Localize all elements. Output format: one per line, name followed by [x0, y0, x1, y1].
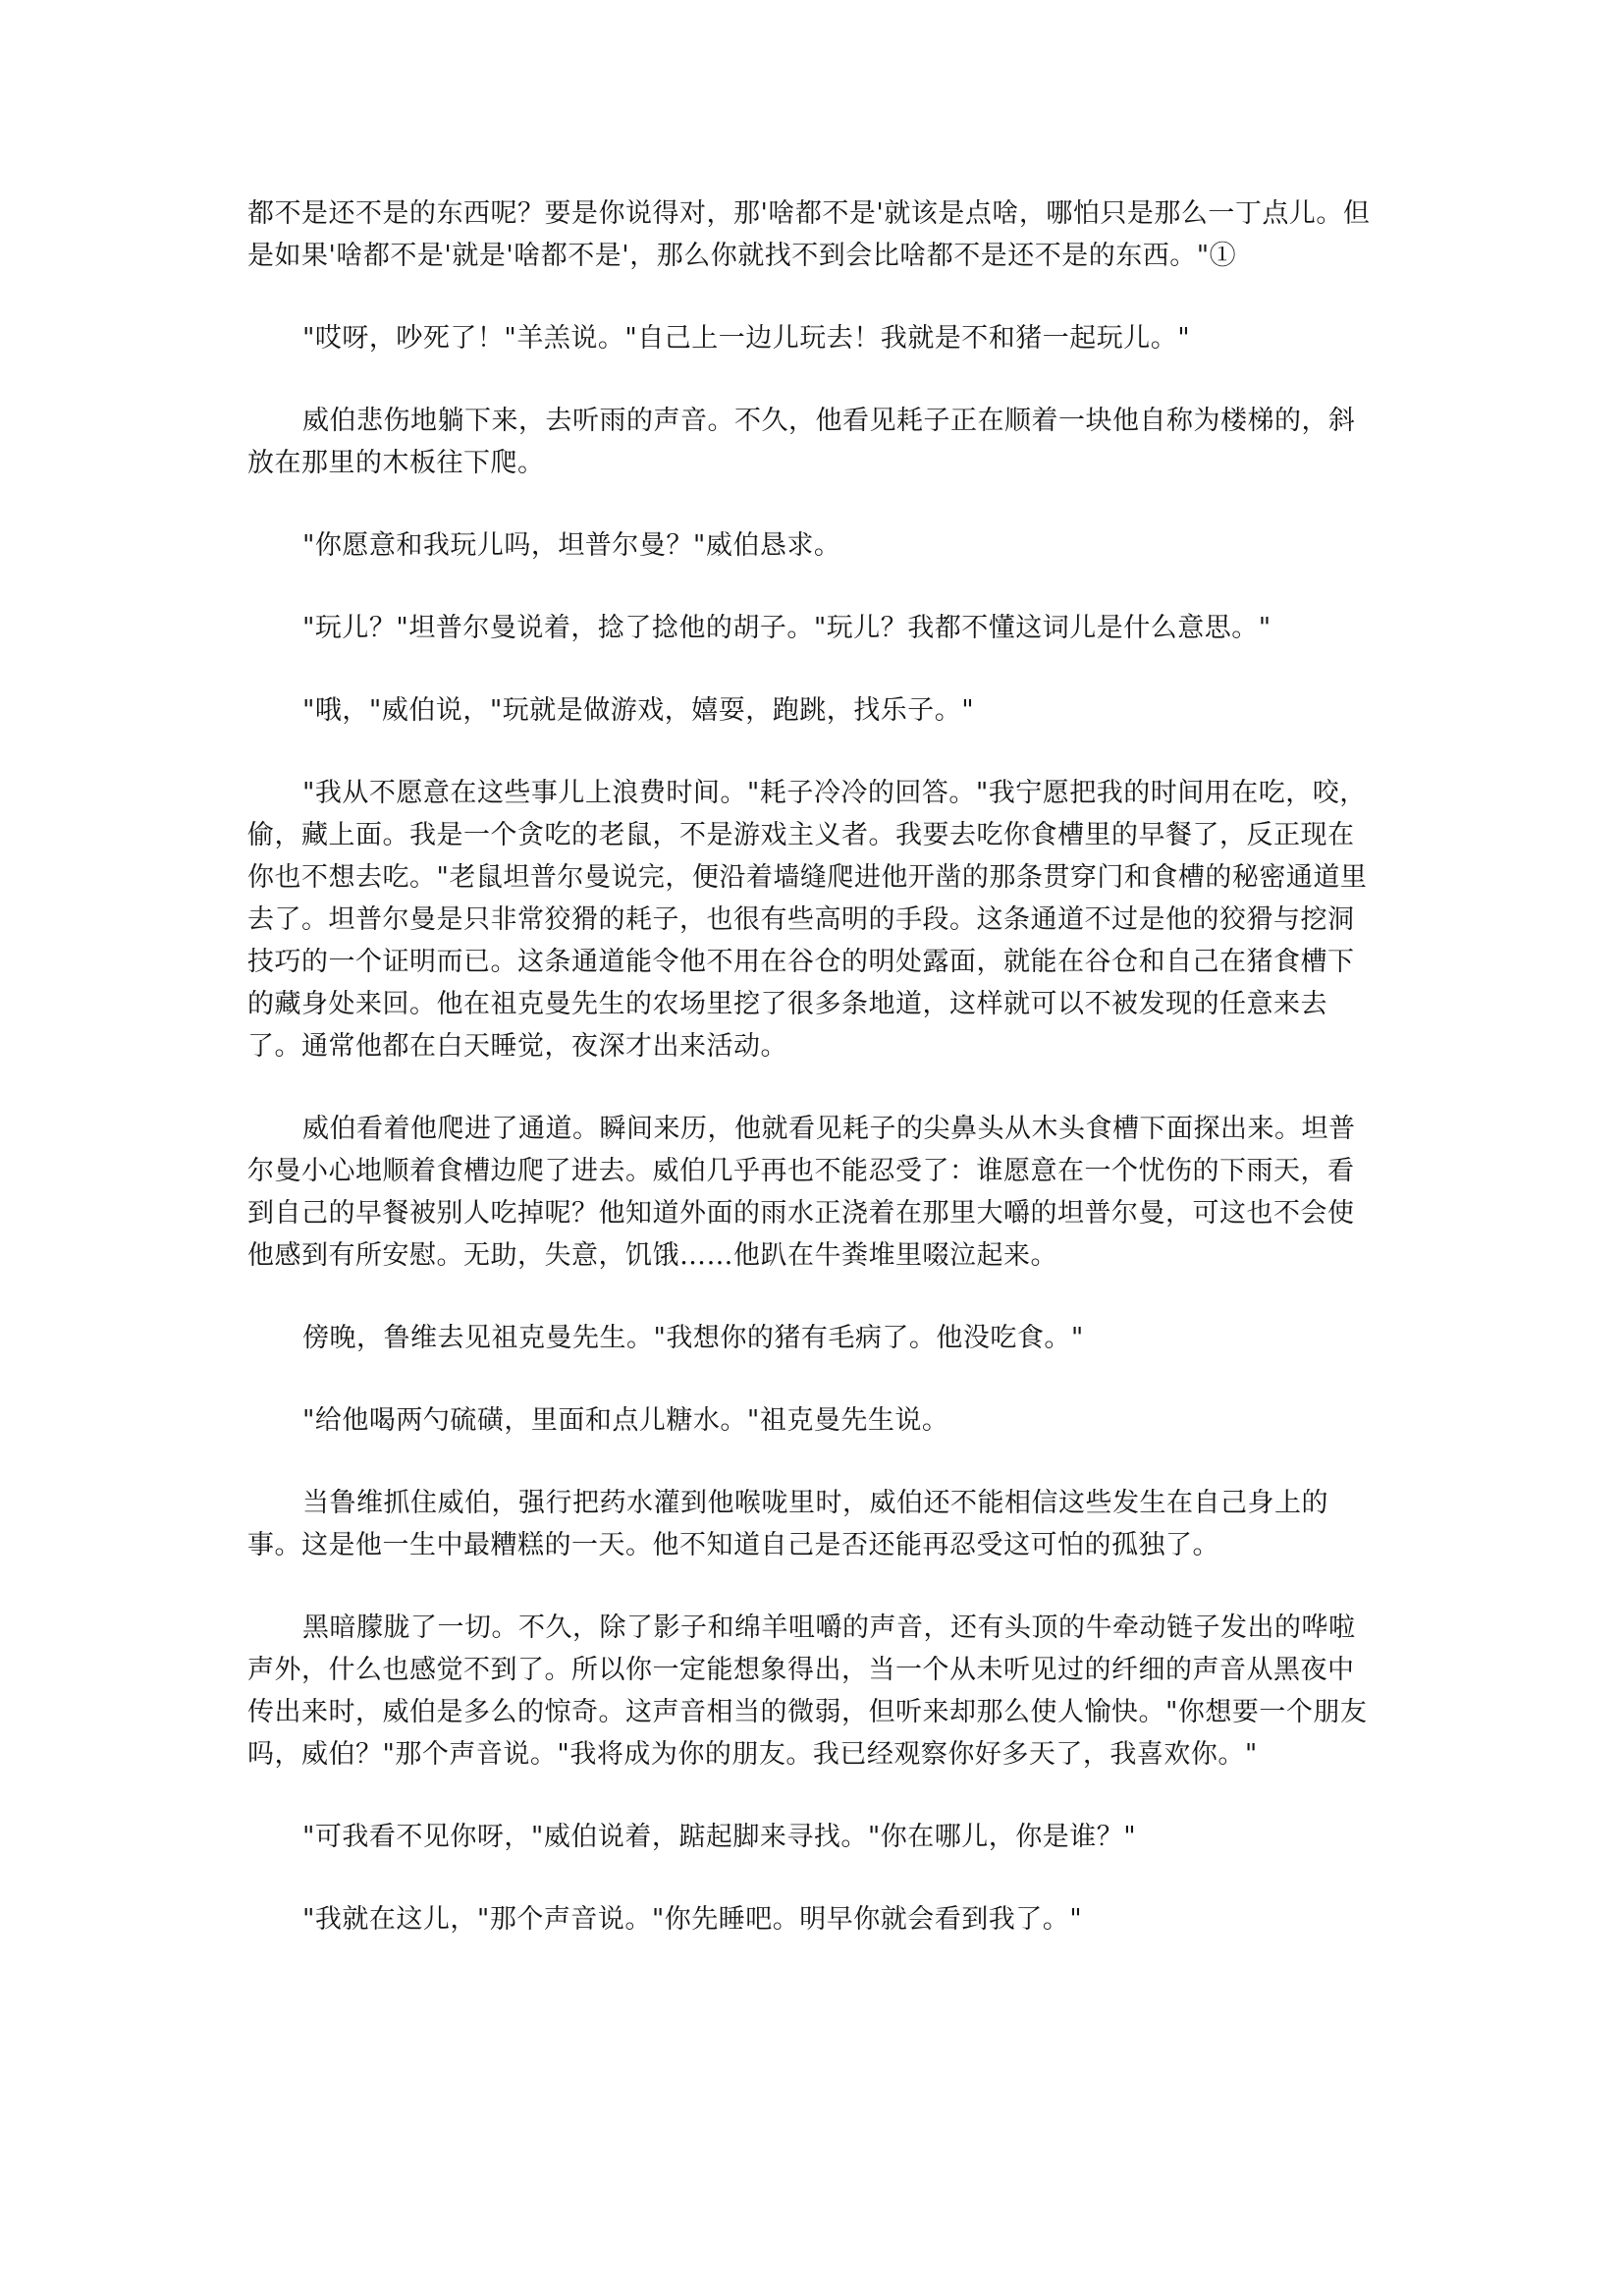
paragraph: 当鲁维抓住威伯，强行把药水灌到他喉咙里时，威伯还不能相信这些发生在自己身上的事。这是他一生中最糟糕的一天。他不知道自己是否还能再忍受这可怕的孤独了。 — [247, 1488, 1328, 1560]
paragraph: 傍晚，鲁维去见祖克曼先生。"我想你的猪有毛病了。他没吃食。" — [302, 1323, 1084, 1353]
paragraph: "我从不愿意在这些事儿上浪费时间。"耗子冷冷的回答。"我宁愿把我的时间用在吃，咬，偷，藏上面。我是一个贪吃的老鼠，不是游戏主义者。我要去吃你食槽里的早餐了，反正现在你也不想去吃。"老鼠坦普尔曼说完，便沿着墙缝爬进他开凿的那条贯穿门和食槽的秘密通道里去了。坦普尔曼是只非常狡猾的耗子，也很有些高明的手段。这条通道不过是他的狡猾与挖洞技巧的一个证明而已。这条通道能令他不用在谷仓的明处露面，就能在谷仓和自己在猪食槽下的藏身处来回。他在祖克曼先生的农场里挖了很多条地道，这样就可以不被发现的任意来去了。通常他都在白天睡觉，夜深才出来活动。 — [247, 778, 1368, 1062]
paragraph: "哎呀，吵死了！"羊羔说。"自己上一边儿玩去！我就是不和猪一起玩儿。" — [302, 323, 1191, 354]
document-body — [247, 192, 1377, 1981]
paragraph: "给他喝两勺硫磺，里面和点儿糖水。"祖克曼先生说。 — [302, 1405, 949, 1436]
paragraph: "玩儿？"坦普尔曼说着，捻了捻他的胡子。"玩儿？我都不懂这词儿是什么意思。" — [302, 613, 1271, 643]
paragraph: 都不是还不是的东西呢？要是你说得对，那'啥都不是'就该是点啥，哪怕只是那么一丁点儿。但是如果'啥都不是'就是'啥都不是'，那么你就找不到会比啥都不是还不是的东西。"① — [247, 198, 1371, 271]
paragraph: 黑暗朦胧了一切。不久，除了影子和绵羊咀嚼的声音，还有头顶的牛牵动链子发出的哗啦声外，什么也感觉不到了。所以你一定能想象得出，当一个从未听见过的纤细的声音从黑夜中传出来时，威伯是多么的惊奇。这声音相当的微弱，但听来却那么使人愉快。"你想要一个朋友吗，威伯？"那个声音说。"我将成为你的朋友。我已经观察你好多天了，我喜欢你。" — [247, 1613, 1368, 1770]
paragraph: "我就在这儿，"那个声音说。"你先睡吧。明早你就会看到我了。" — [302, 1904, 1083, 1935]
paragraph: 威伯看着他爬进了通道。瞬间来历，他就看见耗子的尖鼻头从木头食槽下面探出来。坦普尔曼小心地顺着食槽边爬了进去。威伯几乎再也不能忍受了：谁愿意在一个忧伤的下雨天，看到自己的早餐被别人吃掉呢？他知道外面的雨水正浇着在那里大嚼的坦普尔曼，可这也不会使他感到有所安慰。无助，失意，饥饿……他趴在牛粪堆里啜泣起来。 — [247, 1114, 1356, 1271]
paragraph: 威伯悲伤地躺下来，去听雨的声音。不久，他看见耗子正在顺着一块他自称为楼梯的，斜放在那里的木板往下爬。 — [247, 406, 1356, 478]
paragraph: "可我看不见你呀，"威伯说着，踮起脚来寻找。"你在哪儿，你是谁？" — [302, 1822, 1137, 1852]
paragraph: "你愿意和我玩儿吗，坦普尔曼？"威伯恳求。 — [302, 530, 841, 561]
paragraph: "哦，"威伯说，"玩就是做游戏，嬉耍，跑跳，找乐子。" — [302, 695, 975, 726]
